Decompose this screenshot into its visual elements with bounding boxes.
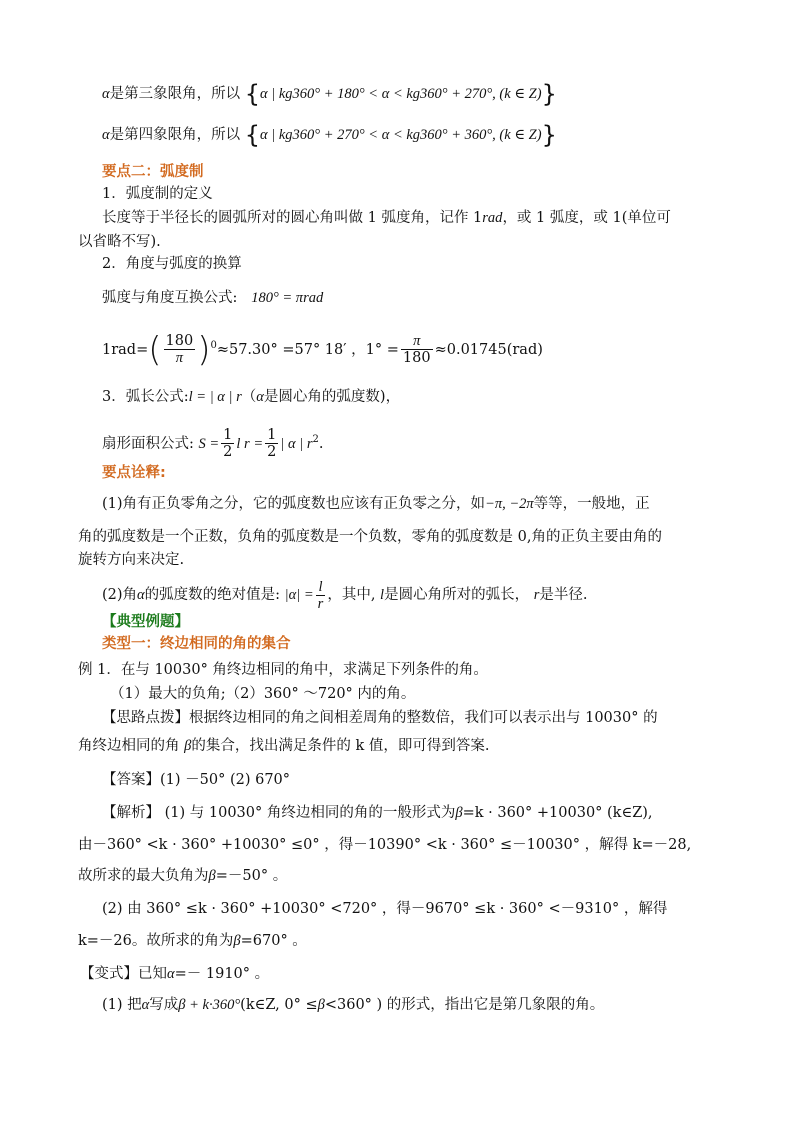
- fraction-180-pi: $\frac{180}{\pi}$: [165, 333, 194, 367]
- conversion-formula: 180° = πrad: [251, 290, 324, 306]
- hint-line1: 【思路点拨】根据终边相同的角之间相差周角的整数倍，我们可以表示出与 10030° 的: [102, 710, 658, 726]
- quadrant-4-set: α | kg360° + 270° < α < kg360° + 360°, (k ∈ Z): [260, 127, 542, 143]
- solution-line4: (2) 由 360° ≤k · 360° +10030° <720° ，得－9670° ≤k · 360° <－9310° ，解得: [102, 901, 668, 917]
- alpha-var: α: [102, 86, 110, 102]
- rad-conversion-line: 1rad=( $\frac{180}{\pi}$ )$^0$≈57.30° =57° 18′ ，1° = $\frac{\pi}{180}$ ≈0.01745(rad): [102, 329, 543, 370]
- solution-line3: 故所求的最大负角为β=－50° 。: [78, 868, 288, 884]
- section2-title: 2．角度与弧度的换算: [102, 256, 242, 272]
- point2-heading: 要点二：弧度制: [102, 164, 204, 180]
- solution-line5: k=－26。故所求的角为β=670° 。: [78, 933, 307, 949]
- example1-question: 例 1．在与 10030° 角终边相同的角中，求满足下列条件的角。: [78, 662, 488, 678]
- arc-length-formula: l = | α | r: [188, 389, 242, 405]
- fraction-pi-180: $\frac{\pi}{180}$: [402, 333, 431, 367]
- solution-line2: 由－360° <k · 360° +10030° ≤0° ，得－10390° <k · 360° ≤－10030° ，解得 k=－28,: [78, 837, 692, 853]
- note1-line2: 角的弧度数是一个正数，负角的弧度数是一个负数，零角的弧度数是 0,角的正负主要由角的: [78, 529, 662, 545]
- answer-line: 【答案】(1) －50° (2) 670°: [102, 772, 291, 788]
- sector-area-line: 扇形面积公式: S = $\frac{1}{2}$ l r = $\frac{1}{2}$ | α | $r^2$.: [102, 427, 324, 461]
- quadrant-3-set: α | kg360° + 180° < α < kg360° + 270°, (k ∈ Z): [260, 86, 542, 102]
- key-note-heading: 要点诠释:: [102, 465, 166, 481]
- section1-text-cont: 以省略不写).: [78, 234, 161, 250]
- variant-line: 【变式】已知α=－ 1910° 。: [80, 966, 270, 982]
- alpha-var: α: [102, 127, 110, 143]
- note1-line3: 旋转方向来决定.: [78, 552, 185, 568]
- quadrant-4-line: α是第四象限角，所以 {α | kg360° + 270° < α < kg360° + 360°, (k ∈ Z)}: [102, 121, 557, 149]
- quadrant-3-text: 是第三象限角，所以: [109, 86, 241, 102]
- solution-line1: 【解析】 (1) 与 10030° 角终边相同的角的一般形式为β=k · 360° +10030° (k∈Z),: [102, 805, 653, 821]
- hint-line2: 角终边相同的角 β的集合，找出满足条件的 k 值，即可得到答案.: [78, 738, 490, 754]
- variant-subline: (1) 把α写成β + k·360°(k∈Z, 0° ≤β<360° ) 的形式，指出它是第几象限的角。: [102, 997, 605, 1013]
- quadrant-4-text: 是第四象限角，所以: [109, 127, 241, 143]
- note2-line: (2)角α的弧度数的绝对值是: |α| = $\frac{l}{r}$ ，其中, l是圆心角所对的弧长， r是半径.: [102, 578, 588, 612]
- conversion-formula-line: 弧度与角度互换公式: 180° = πrad: [102, 290, 324, 306]
- arc-length-line: 3．弧长公式:l = | α | r（α是圆心角的弧度数)，: [102, 389, 401, 405]
- quadrant-3-line: α是第三象限角，所以 {α | kg360° + 180° < α < kg360° + 270°, (k ∈ Z)}: [102, 80, 557, 108]
- typical-examples-heading: 【典型例题】: [102, 614, 189, 630]
- type1-heading: 类型一：终边相同的角的集合: [102, 636, 291, 652]
- note1-line1: (1)角有正负零角之分，它的弧度数也应该有正负零之分，如−π, −2π等等，一般地，正: [102, 496, 650, 512]
- example1-subquestion: （1）最大的负角;（2）360° ～720° 内的角。: [110, 686, 416, 702]
- section1-title: 1．弧度制的定义: [102, 186, 213, 202]
- section1-text: 长度等于半径长的圆弧所对的圆心角叫做 1 弧度角，记作 1rad，或 1 弧度，或 1(单位可: [102, 210, 671, 226]
